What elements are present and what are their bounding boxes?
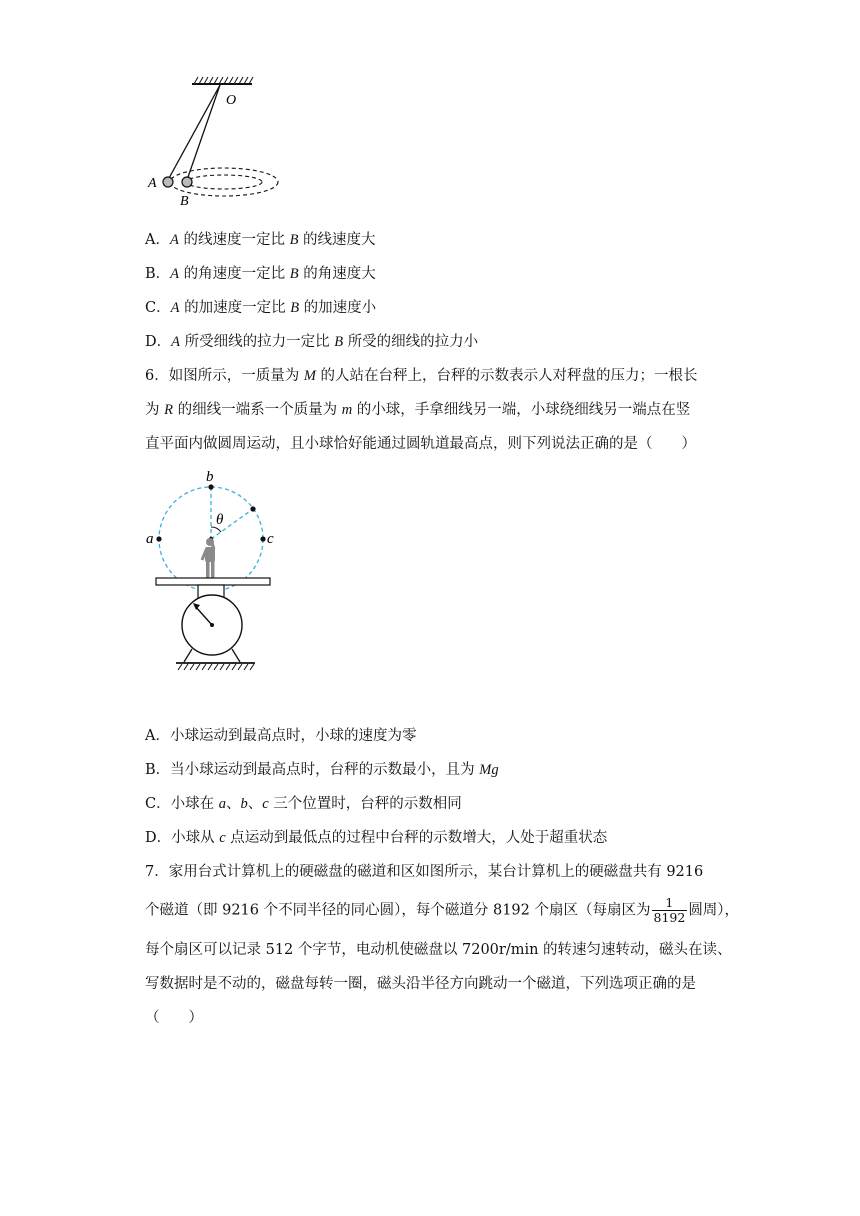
q6-option-c: C．小球在 a、b、c 三个位置时，台秤的示数相同 [145, 796, 462, 812]
point-a-dot [156, 536, 161, 541]
q6-option-b: B．当小球运动到最高点时，台秤的示数最小，且为 Mg [145, 762, 499, 778]
sector-fraction: $\frac{1}{8192}$ [653, 895, 686, 925]
label-c: c [267, 531, 274, 547]
point-b-dot [208, 484, 213, 489]
label-a: a [146, 531, 154, 547]
ball-b [182, 177, 192, 187]
q5-option-c: C．A 的加速度一定比 B 的加速度小 [145, 300, 377, 316]
scale-platform [156, 578, 270, 585]
q7-stem-line-2: 个磁道（即 9216 个不同半径的同心圆），每个磁道分 8192 个扇区（每扇区为 $\frac{1}{8192}$ 圆周）， [145, 895, 740, 925]
q7-stem-line-4: 写数据时是不动的，磁盘每转一圈，磁头沿半径方向跳动一个磁道，下列选项正确的是 [145, 976, 696, 992]
conical-pendulum-figure [140, 72, 290, 212]
q7-stem-line-1: 7．家用台式计算机上的硬磁盘的磁道和区如图所示，某台计算机上的硬磁盘共有 9216 [145, 864, 704, 880]
q6-stem-line-3: 直平面内做圆周运动，且小球恰好能通过圆轨道最高点，则下列说法正确的是（ ） [145, 436, 696, 452]
q5-option-b: B．A 的角速度一定比 B 的角速度大 [145, 266, 376, 282]
q6-stem-line-1: 6．如图所示，一质量为 M 的人站在台秤上，台秤的示数表示人对秤盘的压力；一根长 [145, 368, 698, 384]
ball-a [163, 177, 173, 187]
label-theta: θ [216, 512, 224, 528]
point-c-dot [260, 536, 265, 541]
q7-stem-line-3: 每个扇区可以记录 512 个字节，电动机使磁盘以 7200r/min 的转速匀速转动，磁头在读、 [145, 942, 732, 958]
person-silhouette [202, 538, 215, 578]
q6-stem-line-2: 为 R 的细线一端系一个质量为 m 的小球，手拿细线另一端，小球绕细线另一端点在竖 [145, 402, 691, 418]
ball-dot [250, 506, 255, 511]
label-b: b [206, 469, 214, 485]
q6-option-d: D．小球从 c 点运动到最低点的过程中台秤的示数增大，人处于超重状态 [145, 830, 608, 846]
point-b-label: B [180, 194, 189, 209]
point-a-label: A [148, 176, 157, 191]
q5-option-a: A．A 的线速度一定比 B 的线速度大 [145, 232, 376, 248]
scale-circle-figure [140, 462, 275, 677]
point-o-label: O [226, 93, 237, 108]
q6-option-a: A．小球运动到最高点时，小球的速度为零 [145, 728, 417, 744]
q5-option-d: D．A 所受细线的拉力一定比 B 所受的细线的拉力小 [145, 334, 479, 350]
q7-stem-line-5: （ ） [145, 1010, 203, 1026]
